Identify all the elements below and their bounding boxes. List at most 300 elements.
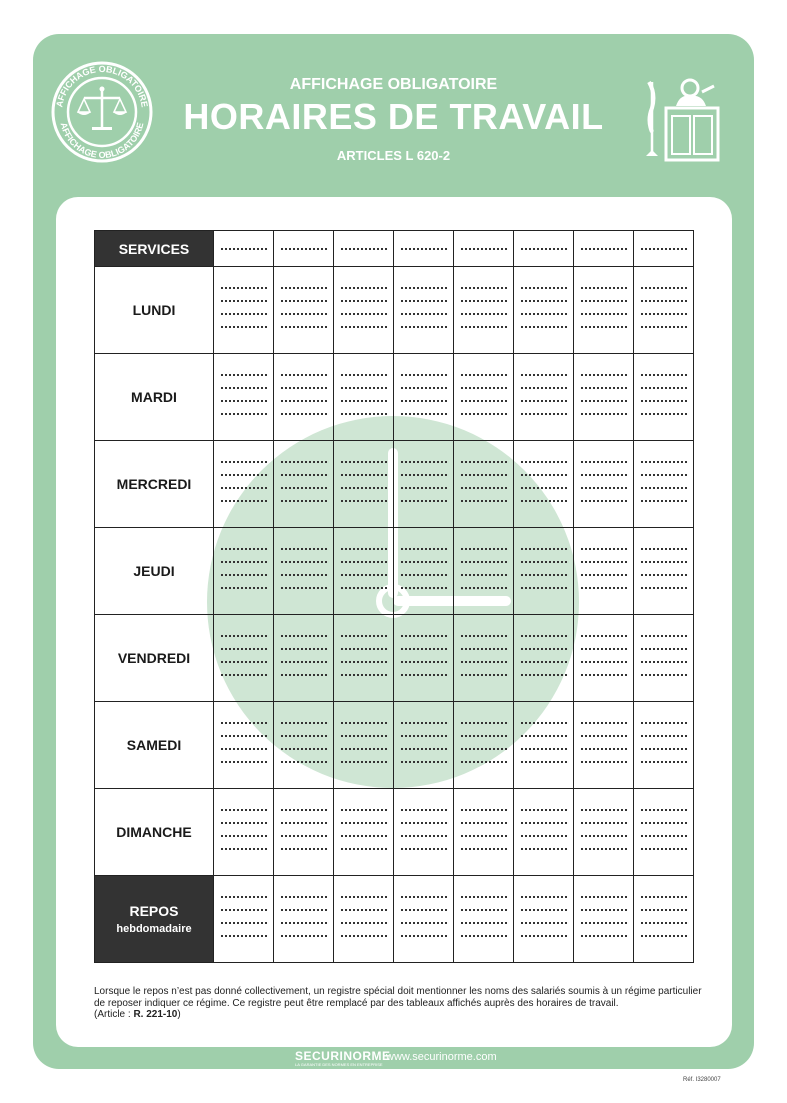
dotted-line: [641, 922, 687, 924]
dotted-line: [461, 935, 507, 937]
time-entry-cell[interactable]: [214, 615, 274, 702]
dotted-line: [221, 822, 267, 824]
dotted-line: [521, 909, 567, 911]
dotted-line: [521, 835, 567, 837]
dotted-line: [641, 761, 687, 763]
time-entry-cell[interactable]: [274, 789, 334, 876]
time-entry-cell[interactable]: [514, 789, 574, 876]
dotted-line: [521, 561, 567, 563]
dotted-line: [581, 300, 627, 302]
day-label: VENDREDI: [95, 615, 214, 702]
dotted-line: [221, 474, 267, 476]
dotted-line: [521, 387, 567, 389]
dotted-line: [641, 635, 687, 637]
dotted-line: [641, 287, 687, 289]
dotted-line: [461, 635, 507, 637]
dotted-line: [281, 761, 327, 763]
dotted-line: [401, 387, 447, 389]
dotted-line: [281, 635, 327, 637]
dotted-line: [281, 574, 327, 576]
time-entry-cell[interactable]: [214, 789, 274, 876]
dotted-line: [281, 587, 327, 589]
dotted-line: [221, 674, 267, 676]
dotted-line: [221, 848, 267, 850]
dotted-line: [281, 922, 327, 924]
time-entry-cell[interactable]: [394, 354, 454, 441]
time-entry-cell[interactable]: [514, 267, 574, 354]
dotted-line: [581, 674, 627, 676]
dotted-line: [401, 561, 447, 563]
time-entry-cell[interactable]: [214, 354, 274, 441]
dotted-line: [221, 500, 267, 502]
time-entry-cell[interactable]: [574, 231, 634, 267]
dotted-line: [521, 461, 567, 463]
time-entry-cell[interactable]: [334, 615, 394, 702]
time-entry-cell[interactable]: [574, 528, 634, 615]
dotted-line: [401, 809, 447, 811]
dotted-line: [461, 822, 507, 824]
dotted-line: [641, 574, 687, 576]
time-entry-cell[interactable]: [454, 267, 514, 354]
dotted-line: [341, 848, 387, 850]
time-entry-cell[interactable]: [634, 789, 694, 876]
dotted-line: [221, 909, 267, 911]
dotted-line: [461, 661, 507, 663]
day-label: SAMEDI: [95, 702, 214, 789]
time-entry-cell[interactable]: [394, 231, 454, 267]
day-row: [95, 354, 694, 441]
time-entry-cell[interactable]: [214, 441, 274, 528]
time-entry-cell[interactable]: [634, 231, 694, 267]
dotted-line: [221, 374, 267, 376]
dotted-line: [581, 909, 627, 911]
dotted-line: [401, 313, 447, 315]
dotted-line: [401, 896, 447, 898]
dotted-line: [281, 300, 327, 302]
dotted-line: [461, 809, 507, 811]
time-entry-cell[interactable]: [394, 441, 454, 528]
dotted-line: [341, 822, 387, 824]
dotted-line: [401, 848, 447, 850]
dotted-line: [461, 674, 507, 676]
dotted-line: [461, 835, 507, 837]
website-link[interactable]: www.securinorme.com: [386, 1051, 497, 1063]
dotted-line: [641, 896, 687, 898]
dotted-line: [341, 896, 387, 898]
dotted-line: [401, 822, 447, 824]
time-entry-cell[interactable]: [214, 231, 274, 267]
dotted-line: [641, 835, 687, 837]
dotted-line: [401, 587, 447, 589]
dotted-line: [521, 587, 567, 589]
time-entry-cell[interactable]: [394, 876, 454, 963]
dotted-line: [461, 500, 507, 502]
time-entry-cell[interactable]: [634, 876, 694, 963]
dotted-line: [281, 413, 327, 415]
dotted-line: [341, 461, 387, 463]
time-entry-cell[interactable]: [514, 231, 574, 267]
dotted-line: [401, 474, 447, 476]
dotted-line: [281, 248, 327, 250]
dotted-line: [521, 574, 567, 576]
time-entry-cell[interactable]: [334, 267, 394, 354]
dotted-line: [221, 400, 267, 402]
dotted-line: [521, 735, 567, 737]
dotted-line: [401, 761, 447, 763]
dotted-line: [521, 548, 567, 550]
time-entry-cell[interactable]: [454, 789, 514, 876]
dotted-line: [521, 674, 567, 676]
brand-logo: SECURINORME: [295, 1049, 391, 1063]
dotted-line: [641, 400, 687, 402]
time-entry-cell[interactable]: [454, 702, 514, 789]
dotted-line: [341, 561, 387, 563]
dotted-line: [221, 635, 267, 637]
time-entry-cell[interactable]: [334, 702, 394, 789]
dotted-line: [401, 326, 447, 328]
repos-subtitle: hebdomadaire: [116, 923, 192, 935]
time-entry-cell[interactable]: [574, 354, 634, 441]
time-entry-cell[interactable]: [634, 354, 694, 441]
time-entry-cell[interactable]: [334, 876, 394, 963]
dotted-line: [341, 835, 387, 837]
dotted-line: [281, 548, 327, 550]
dotted-line: [641, 587, 687, 589]
time-entry-cell[interactable]: [334, 528, 394, 615]
time-entry-cell[interactable]: [514, 702, 574, 789]
dotted-line: [341, 909, 387, 911]
dotted-line: [641, 909, 687, 911]
day-label: MERCREDI: [95, 441, 214, 528]
dotted-line: [281, 674, 327, 676]
dotted-line: [581, 574, 627, 576]
time-entry-cell[interactable]: [274, 354, 334, 441]
dotted-line: [401, 648, 447, 650]
time-entry-cell[interactable]: [574, 441, 634, 528]
dotted-line: [341, 287, 387, 289]
time-entry-cell[interactable]: [394, 528, 454, 615]
dotted-line: [401, 909, 447, 911]
dotted-line: [521, 661, 567, 663]
time-entry-cell[interactable]: [634, 615, 694, 702]
time-entry-cell[interactable]: [454, 354, 514, 441]
dotted-line: [521, 474, 567, 476]
dotted-line: [521, 413, 567, 415]
dotted-line: [341, 674, 387, 676]
time-entry-cell[interactable]: [274, 231, 334, 267]
dotted-line: [341, 300, 387, 302]
dotted-line: [281, 735, 327, 737]
dotted-line: [521, 326, 567, 328]
dotted-line: [221, 548, 267, 550]
dotted-line: [221, 487, 267, 489]
time-entry-cell[interactable]: [394, 615, 454, 702]
dotted-line: [401, 548, 447, 550]
dotted-line: [281, 722, 327, 724]
dotted-line: [581, 635, 627, 637]
dotted-line: [221, 561, 267, 563]
time-entry-cell[interactable]: [274, 615, 334, 702]
dotted-line: [581, 822, 627, 824]
time-entry-cell[interactable]: [514, 441, 574, 528]
dotted-line: [521, 248, 567, 250]
day-label: JEUDI: [95, 528, 214, 615]
dotted-line: [581, 648, 627, 650]
dotted-line: [521, 935, 567, 937]
dotted-line: [281, 809, 327, 811]
dotted-line: [641, 935, 687, 937]
dotted-line: [641, 487, 687, 489]
day-row: [95, 615, 694, 702]
dotted-line: [581, 374, 627, 376]
dotted-line: [341, 574, 387, 576]
time-entry-cell[interactable]: [454, 231, 514, 267]
dotted-line: [461, 909, 507, 911]
dotted-line: [221, 748, 267, 750]
dotted-line: [281, 561, 327, 563]
legal-note-ref-prefix: (Article :: [94, 1009, 134, 1020]
dotted-line: [341, 761, 387, 763]
dotted-line: [581, 835, 627, 837]
dotted-line: [221, 809, 267, 811]
time-entry-cell[interactable]: [454, 441, 514, 528]
dotted-line: [461, 326, 507, 328]
dotted-line: [581, 313, 627, 315]
dotted-line: [641, 748, 687, 750]
dotted-line: [461, 735, 507, 737]
dotted-line: [581, 461, 627, 463]
dotted-line: [581, 487, 627, 489]
dotted-line: [401, 413, 447, 415]
time-entry-cell[interactable]: [274, 876, 334, 963]
dotted-line: [641, 374, 687, 376]
dotted-line: [461, 461, 507, 463]
dotted-line: [641, 461, 687, 463]
dotted-line: [581, 761, 627, 763]
dotted-line: [281, 487, 327, 489]
dotted-line: [461, 748, 507, 750]
dotted-line: [221, 661, 267, 663]
dotted-line: [221, 587, 267, 589]
brand-tagline: LA GARANTIE DES NORMES EN ENTREPRISE: [295, 1062, 383, 1067]
dotted-line: [581, 326, 627, 328]
dotted-line: [521, 487, 567, 489]
time-entry-cell[interactable]: [574, 876, 634, 963]
dotted-line: [461, 374, 507, 376]
articles-reference: ARTICLES L 620-2: [336, 148, 451, 163]
time-entry-cell[interactable]: [214, 876, 274, 963]
dotted-line: [401, 922, 447, 924]
dotted-line: [221, 413, 267, 415]
time-entry-cell[interactable]: [334, 231, 394, 267]
dotted-line: [401, 500, 447, 502]
dotted-line: [461, 561, 507, 563]
dotted-line: [221, 248, 267, 250]
dotted-line: [341, 661, 387, 663]
dotted-line: [581, 735, 627, 737]
time-entry-cell[interactable]: [394, 702, 454, 789]
dotted-line: [221, 722, 267, 724]
dotted-line: [281, 935, 327, 937]
dotted-line: [401, 935, 447, 937]
dotted-line: [641, 313, 687, 315]
dotted-line: [221, 300, 267, 302]
dotted-line: [581, 548, 627, 550]
dotted-line: [641, 822, 687, 824]
dotted-line: [461, 722, 507, 724]
dotted-line: [641, 735, 687, 737]
dotted-line: [221, 574, 267, 576]
time-entry-cell[interactable]: [214, 267, 274, 354]
day-row: [95, 702, 694, 789]
dotted-line: [341, 413, 387, 415]
table-header-row: [95, 231, 694, 267]
day-row: [95, 441, 694, 528]
dotted-line: [401, 835, 447, 837]
time-entry-cell[interactable]: [394, 267, 454, 354]
dotted-line: [461, 474, 507, 476]
dotted-line: [521, 300, 567, 302]
time-entry-cell[interactable]: [634, 702, 694, 789]
dotted-line: [221, 326, 267, 328]
time-entry-cell[interactable]: [514, 876, 574, 963]
dotted-line: [581, 474, 627, 476]
dotted-line: [401, 661, 447, 663]
dotted-line: [521, 922, 567, 924]
dotted-line: [281, 387, 327, 389]
dotted-line: [341, 487, 387, 489]
dotted-line: [521, 722, 567, 724]
time-entry-cell[interactable]: [274, 267, 334, 354]
time-entry-cell[interactable]: [454, 528, 514, 615]
dotted-line: [461, 648, 507, 650]
dotted-line: [581, 400, 627, 402]
dotted-line: [581, 722, 627, 724]
dotted-line: [461, 400, 507, 402]
repos-title: REPOS: [129, 903, 179, 919]
dotted-line: [401, 287, 447, 289]
seal-text-top: AFFICHAGE OBLIGATOIRE: [54, 63, 150, 109]
day-row: [95, 789, 694, 876]
time-entry-cell[interactable]: [514, 528, 574, 615]
dotted-line: [641, 248, 687, 250]
time-entry-cell[interactable]: [334, 789, 394, 876]
seal-text-bottom: AFFICHAGE OBLIGATOIRE: [58, 121, 146, 161]
dotted-line: [581, 848, 627, 850]
time-entry-cell[interactable]: [334, 354, 394, 441]
dotted-line: [641, 326, 687, 328]
dotted-line: [641, 500, 687, 502]
time-entry-cell[interactable]: [514, 354, 574, 441]
dotted-line: [401, 461, 447, 463]
dotted-line: [521, 500, 567, 502]
dotted-line: [221, 761, 267, 763]
dotted-line: [461, 761, 507, 763]
dotted-line: [341, 326, 387, 328]
time-entry-cell[interactable]: [334, 441, 394, 528]
dotted-line: [401, 374, 447, 376]
legal-note-ref-suffix: ): [177, 1009, 181, 1020]
schedule-table: [94, 230, 694, 963]
time-entry-cell[interactable]: [574, 702, 634, 789]
time-entry-cell[interactable]: [214, 528, 274, 615]
repos-label: [95, 876, 214, 963]
dotted-line: [581, 809, 627, 811]
dotted-line: [521, 761, 567, 763]
dotted-line: [401, 248, 447, 250]
dotted-line: [461, 313, 507, 315]
dotted-line: [401, 722, 447, 724]
dotted-line: [341, 313, 387, 315]
dotted-line: [581, 248, 627, 250]
dotted-line: [641, 809, 687, 811]
dotted-line: [281, 461, 327, 463]
time-entry-cell[interactable]: [574, 267, 634, 354]
dotted-line: [521, 748, 567, 750]
reference-code: Réf. I3280007: [683, 1077, 721, 1083]
day-label: LUNDI: [95, 267, 214, 354]
dotted-line: [341, 809, 387, 811]
dotted-line: [521, 400, 567, 402]
dotted-line: [581, 896, 627, 898]
legal-note-ref-code: R. 221-10: [133, 1009, 178, 1020]
dotted-line: [641, 300, 687, 302]
dotted-line: [641, 548, 687, 550]
time-entry-cell[interactable]: [634, 441, 694, 528]
time-entry-cell[interactable]: [394, 789, 454, 876]
dotted-line: [461, 548, 507, 550]
dotted-line: [461, 387, 507, 389]
dotted-line: [641, 674, 687, 676]
dotted-line: [281, 909, 327, 911]
dotted-line: [641, 387, 687, 389]
dotted-line: [341, 587, 387, 589]
dotted-line: [341, 748, 387, 750]
dotted-line: [281, 896, 327, 898]
dotted-line: [221, 287, 267, 289]
time-entry-cell[interactable]: [274, 528, 334, 615]
dotted-line: [521, 848, 567, 850]
dotted-line: [641, 413, 687, 415]
time-entry-cell[interactable]: [634, 267, 694, 354]
page-title: HORAIRES DE TRAVAIL: [183, 96, 604, 137]
dotted-line: [341, 400, 387, 402]
dotted-line: [341, 500, 387, 502]
dotted-line: [401, 674, 447, 676]
time-entry-cell[interactable]: [274, 702, 334, 789]
dotted-line: [281, 326, 327, 328]
dotted-line: [221, 935, 267, 937]
dotted-line: [341, 722, 387, 724]
time-entry-cell[interactable]: [454, 876, 514, 963]
time-entry-cell[interactable]: [574, 789, 634, 876]
time-entry-cell[interactable]: [274, 441, 334, 528]
dotted-line: [401, 487, 447, 489]
time-entry-cell[interactable]: [514, 615, 574, 702]
dotted-line: [401, 574, 447, 576]
time-entry-cell[interactable]: [214, 702, 274, 789]
dotted-line: [341, 248, 387, 250]
dotted-line: [461, 848, 507, 850]
dotted-line: [521, 648, 567, 650]
dotted-line: [401, 735, 447, 737]
dotted-line: [401, 400, 447, 402]
time-entry-cell[interactable]: [454, 615, 514, 702]
time-entry-cell[interactable]: [634, 528, 694, 615]
time-entry-cell[interactable]: [574, 615, 634, 702]
dotted-line: [281, 400, 327, 402]
dotted-line: [581, 922, 627, 924]
